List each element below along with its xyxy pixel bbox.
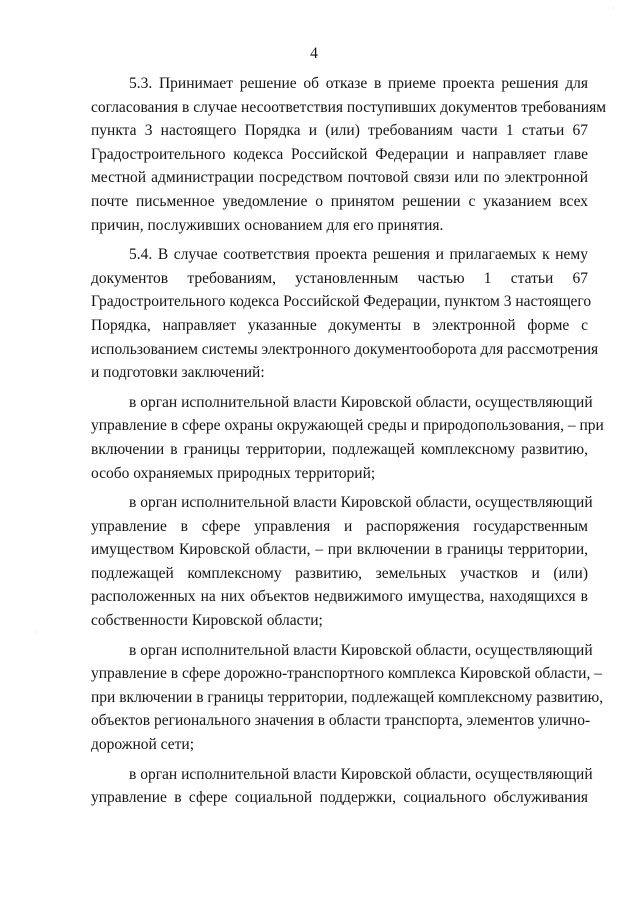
- document-body: [91, 72, 607, 810]
- text-line: Градостроительного кодекса Российской Федерации, пунктом 3 настоящего: [91, 293, 592, 311]
- list-item-road-transport: [91, 639, 604, 757]
- text-line: почте письменное уведомление о принятом решении с указанием всех: [91, 192, 588, 210]
- text-line: дорожной сети;: [91, 736, 194, 754]
- text-line: имуществом Кировской области, – при включении в границы территории,: [91, 541, 588, 559]
- list-item-environment: [91, 391, 604, 485]
- paragraph-5-3: [91, 72, 607, 237]
- text-line: в орган исполнительной власти Кировской области, осуществляющий: [129, 765, 593, 783]
- text-line: управление в сфере управления и распоряжения государственным: [91, 517, 588, 535]
- list-item-state-property: [91, 491, 593, 633]
- paragraph-5-4: [91, 243, 599, 385]
- text-line: в орган исполнительной власти Кировской области, осуществляющий: [129, 494, 593, 512]
- text-line: управление в сфере охраны окружающей среды и природопользования, – при: [91, 417, 604, 435]
- text-line: и подготовки заключений:: [91, 364, 265, 382]
- text-line: причин, послуживших основанием для его принятия.: [91, 216, 444, 234]
- text-line: расположенных на них объектов недвижимого имущества, находящихся в: [91, 588, 588, 606]
- text-line: управление в сфере дорожно-транспортного комплекса Кировской области, –: [91, 665, 602, 683]
- text-line: особо охраняемых природных территорий;: [91, 464, 376, 482]
- text-line: 5.3. Принимает решение об отказе в приеме проекта решения для: [129, 75, 588, 92]
- text-line: документов требованиям, установленным частью 1 статьи 67: [91, 269, 588, 287]
- text-line: в орган исполнительной власти Кировской области, осуществляющий: [129, 393, 593, 411]
- text-line: в орган исполнительной власти Кировской области, осуществляющий: [129, 641, 593, 659]
- text-line: Градостроительного кодекса Российской Федерации и направляет главе: [91, 145, 588, 163]
- text-line: включении в границы территории, подлежащей комплексному развитию,: [91, 440, 588, 458]
- text-line: управление в сфере социальной поддержки, социального обслуживания: [91, 789, 588, 807]
- scan-artifact: ·: [34, 628, 37, 637]
- text-line: местной администрации посредством почтовой связи или по электронной: [91, 169, 588, 187]
- text-line: собственности Кировской области;: [91, 612, 323, 630]
- text-line: объектов регионального значения в области транспорта, элементов улично-: [91, 712, 591, 730]
- text-line: пункта 3 настоящего Порядка и (или) требованиям части 1 статьи 67: [91, 122, 588, 140]
- scan-artifact: ·: [612, 4, 615, 13]
- text-line: при включении в границы территории, подлежащей комплексному развитию,: [91, 688, 604, 706]
- list-item-social-support: [91, 763, 593, 810]
- text-line: согласования в случае несоответствия поступивших документов требованиям: [91, 98, 607, 116]
- text-line: использованием системы электронного документооборота для рассмотрения: [91, 340, 599, 358]
- text-line: 5.4. В случае соответствия проекта решения и прилагаемых к нему: [129, 246, 588, 264]
- text-line: Порядка, направляет указанные документы в электронной форме с: [91, 316, 588, 334]
- text-line: подлежащей комплексному развитию, земельных участков и (или): [91, 564, 588, 582]
- page-number: 4: [310, 45, 318, 62]
